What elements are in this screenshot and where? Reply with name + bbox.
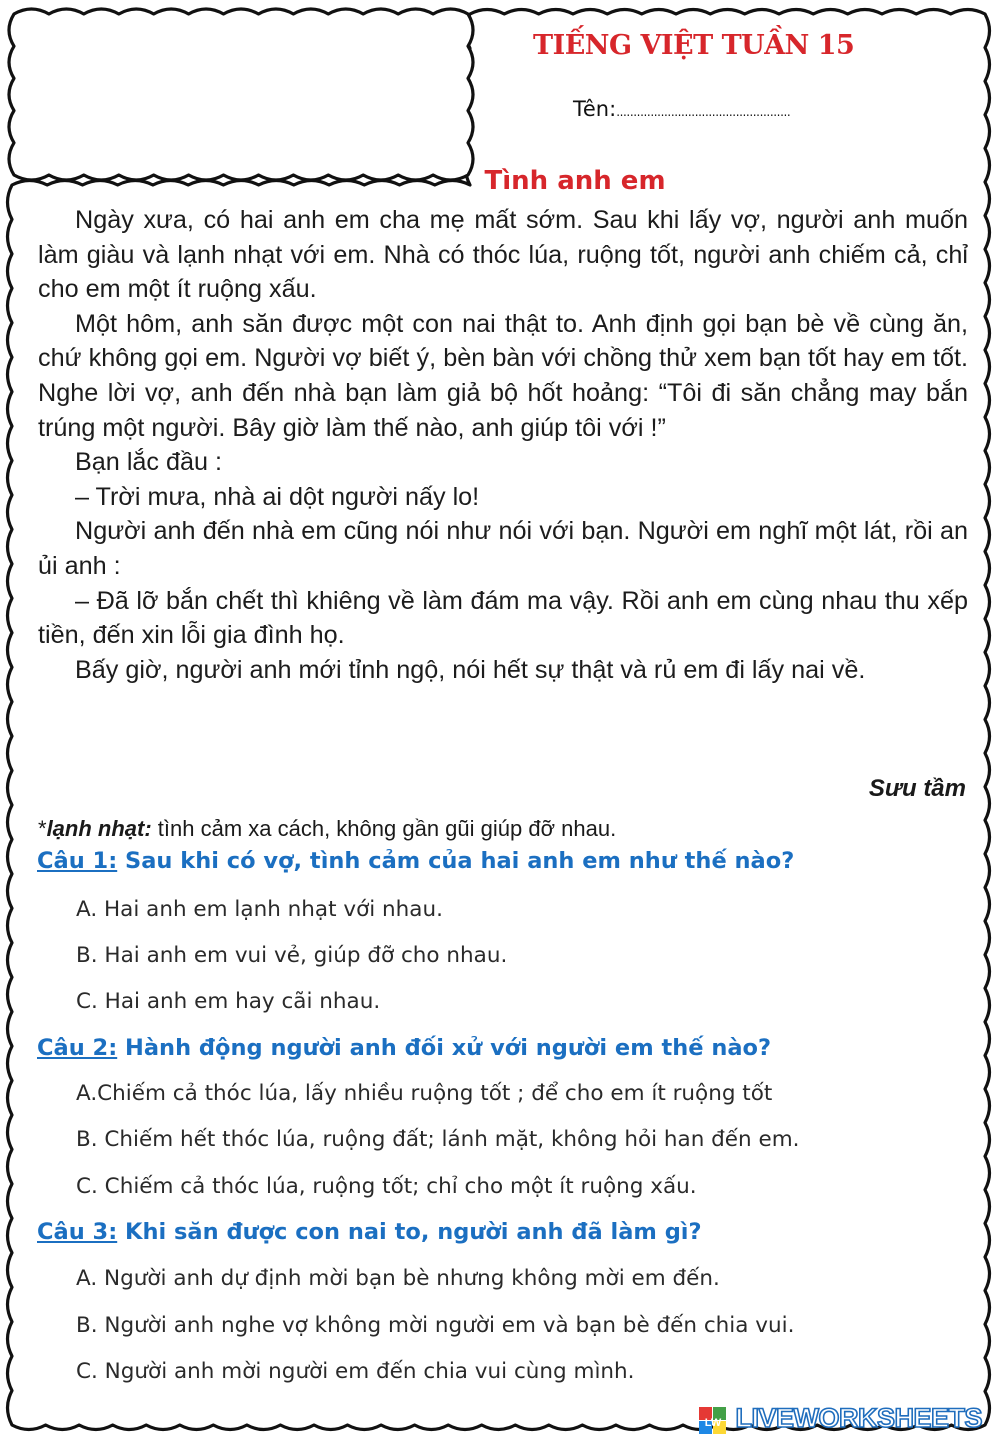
story-paragraph: Bạn lắc đầu : <box>75 448 223 477</box>
note-term: lạnh nhạt: <box>46 816 152 841</box>
question-1 <box>37 848 794 874</box>
q2-option-b[interactable]: B. Chiếm hết thóc lúa, ruộng đất; lánh mặt, không hỏi han đến em. <box>76 1127 800 1152</box>
q1-option-b[interactable]: B. Hai anh em vui vẻ, giúp đỡ cho nhau. <box>76 943 508 968</box>
name-label: Tên: <box>573 97 617 121</box>
name-blank[interactable]: ................................................... <box>616 105 791 119</box>
story-paragraph: Một hôm, anh săn được một con nai thật to. Anh định gọi bạn bè về cùng ăn, chứ không gọi em. Người vợ biết ý, bèn bàn với chồng thử xem bạn tốt hay em tốt. Nghe lời vợ, anh đến nhà bạn làm giả bộ hốt hoảng: “Tôi đi săn chẳng may bắn trúng một người. Bây giờ làm thế nào, anh giúp tôi với !” <box>38 309 968 442</box>
logo-text: LW <box>704 1417 722 1429</box>
note-definition: tình cảm xa cách, không gần gũi giúp đỡ nhau. <box>151 816 617 841</box>
note-prefix: * <box>38 816 47 841</box>
story-source: Sưu tầm <box>868 775 966 802</box>
student-name-line[interactable] <box>573 97 790 121</box>
question-text: Khi săn được con nai to, người anh đã làm gì? <box>117 1219 702 1245</box>
story-paragraph: Bấy giờ, người anh mới tỉnh ngộ, nói hết sự thật và rủ em đi lấy nai về. <box>75 655 866 684</box>
story-paragraph: Ngày xưa, có hai anh em cha mẹ mất sớm. Sau khi lấy vợ, người anh muốn làm giàu và lạnh nhạt với em. Nhà có thóc lúa, ruộng tốt, người anh chiếm cả, chỉ cho em một ít ruộng xấu. <box>38 206 968 304</box>
story-paragraph: Người anh đến nhà em cũng nói như nói với bạn. Người em nghĩ một lát, rồi an ủi anh : <box>38 517 968 580</box>
question-text: Hành động người anh đối xử với người em thế nào? <box>117 1035 772 1061</box>
question-text: Sau khi có vợ, tình cảm của hai anh em như thế nào? <box>117 848 795 874</box>
story-dialogue: – Trời mưa, nhà ai dột người nấy lo! <box>75 482 480 511</box>
liveworksheets-logo-icon <box>698 1406 728 1436</box>
question-3 <box>37 1219 702 1245</box>
q3-option-b[interactable]: B. Người anh nghe vợ không mời người em và bạn bè đến chia vui. <box>76 1313 795 1338</box>
liveworksheets-watermark: LIVEWORKSHEETS <box>735 1403 982 1433</box>
question-number: Câu 2: <box>37 1035 118 1061</box>
q3-option-c[interactable]: C. Người anh mời người em đến chia vui cùng mình. <box>76 1359 635 1384</box>
question-number: Câu 3: <box>37 1219 118 1245</box>
story-dialogue: – Đã lỡ bắn chết thì khiêng về làm đám ma vậy. Rồi anh em cùng nhau thu xếp tiền, đến xin lỗi gia đình họ. <box>38 586 968 650</box>
question-2 <box>37 1035 771 1061</box>
vocabulary-note <box>38 816 616 842</box>
story-title: Tình anh em <box>484 166 666 196</box>
worksheet-title: TIẾNG VIỆT TUẦN 15 <box>533 30 855 61</box>
q3-option-a[interactable]: A. Người anh dự định mời bạn bè nhưng không mời em đến. <box>76 1266 720 1291</box>
story-body <box>38 203 968 687</box>
q1-option-a[interactable]: A. Hai anh em lạnh nhạt với nhau. <box>76 897 443 922</box>
q2-option-c[interactable]: C. Chiếm cả thóc lúa, ruộng tốt; chỉ cho một ít ruộng xấu. <box>76 1174 697 1199</box>
q2-option-a[interactable]: A.Chiếm cả thóc lúa, lấy nhiều ruộng tốt ; để cho em ít ruộng tốt <box>76 1081 773 1106</box>
question-number: Câu 1: <box>37 848 118 874</box>
q1-option-c[interactable]: C. Hai anh em hay cãi nhau. <box>76 989 381 1014</box>
